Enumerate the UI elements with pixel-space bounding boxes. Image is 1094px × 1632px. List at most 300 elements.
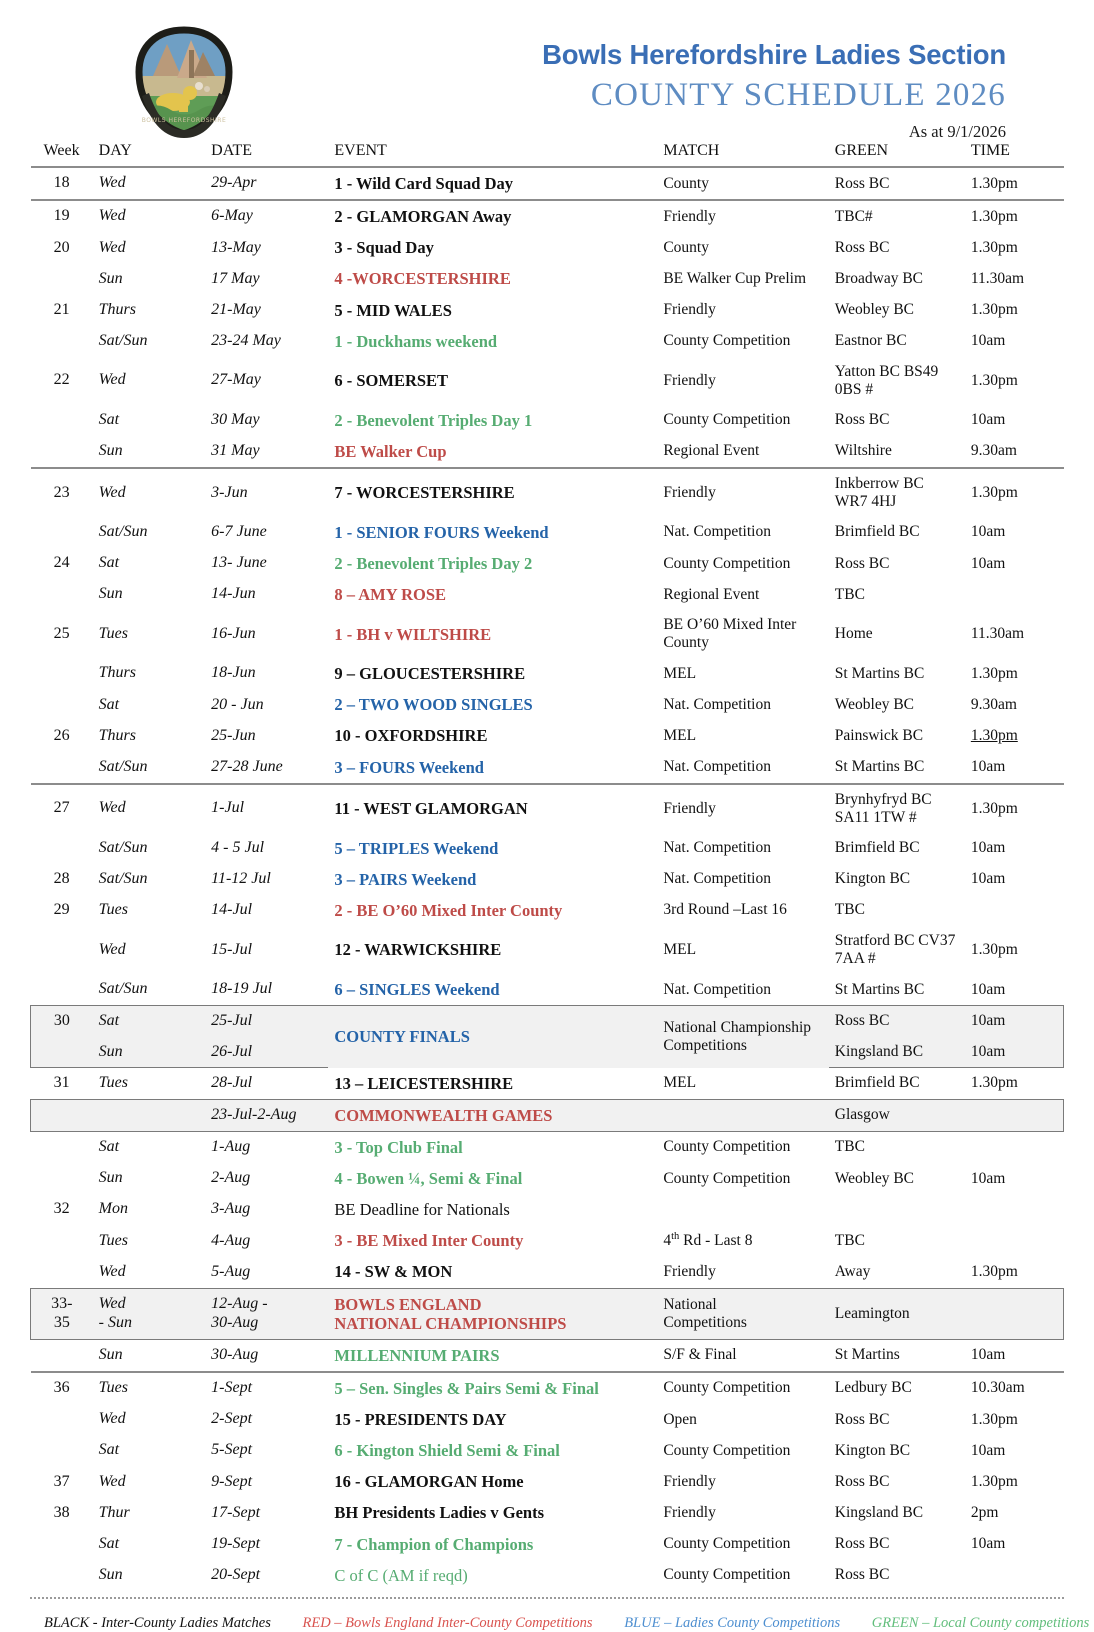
as-at-date: As at 9/1/2026	[908, 121, 1006, 141]
col-header-event: EVENT	[334, 142, 387, 159]
cell-week	[31, 689, 93, 720]
bowls-england-nationals-row	[31, 1288, 1064, 1339]
cell-day: Sat	[98, 1138, 120, 1156]
cell-green: Kington BC	[834, 870, 911, 888]
cell-date: 4-Aug	[211, 1231, 251, 1249]
cell-date: 1-Jul	[211, 799, 245, 817]
cell-date: 16-Jun	[211, 624, 256, 642]
cell-day: Thurs	[98, 300, 136, 318]
table-row	[31, 232, 1064, 263]
cell-event: 2 – TWO WOOD SINGLES	[334, 695, 533, 715]
cell-green: St Martins BC	[834, 664, 925, 682]
cell-match	[657, 1099, 828, 1131]
table-row	[31, 784, 1064, 833]
cell-date: 6-May	[211, 207, 253, 225]
legend-blue: BLUE – Ladies County Competitions	[624, 1614, 841, 1631]
cell-match: Friendly	[663, 1503, 716, 1521]
cell-event: 5 – TRIPLES Weekend	[334, 838, 499, 858]
cell-match: Nat. Competition	[657, 752, 828, 784]
cell-green: Brimfield BC	[834, 1074, 920, 1092]
legend-green: GREEN – Local County competitions	[871, 1614, 1090, 1631]
cell-day: Sun	[98, 269, 123, 287]
cell-green: Brynhyfryd BC SA11 1TW #	[834, 790, 932, 826]
cell-green: St Martins BC	[829, 752, 965, 784]
cell-event: BH Presidents Ladies v Gents	[334, 1503, 544, 1523]
cell-match: Friendly	[663, 1472, 716, 1490]
cell-date: 11-12 Jul	[211, 870, 271, 888]
cell-week	[31, 974, 93, 1006]
cell-time	[965, 1194, 1064, 1225]
cell-match: Nat. Competition	[663, 870, 771, 888]
cell-week: 37	[53, 1472, 70, 1490]
cell-green: St Martins	[829, 1339, 965, 1372]
table-row	[31, 1068, 1064, 1100]
cell-green: Ross BC	[834, 1472, 890, 1490]
cell-day: Sun	[98, 1169, 123, 1187]
cell-week: 27	[53, 799, 70, 817]
cell-event: 14 - SW & MON	[334, 1262, 453, 1282]
cell-match: Friendly	[663, 483, 716, 501]
table-row	[31, 1256, 1064, 1288]
cell-time: 1.30pm	[970, 1472, 1018, 1490]
cell-match: BE Walker Cup Prelim	[663, 269, 807, 287]
cell-green: Ross BC	[834, 1566, 890, 1584]
cell-day: Sun	[98, 1565, 123, 1583]
cell-time: 1.30pm	[970, 664, 1018, 682]
cell-event: 2 - Benevolent Triples Day 2	[334, 554, 533, 573]
cell-match: County Competition	[663, 1138, 791, 1156]
table-row	[31, 720, 1064, 751]
table-row	[31, 926, 1064, 974]
cell-match: County Competition	[663, 1535, 791, 1553]
page-subtitle: COUNTY SCHEDULE 2026	[590, 77, 1006, 114]
cell-green: Weobley BC	[834, 1169, 915, 1187]
table-row	[31, 263, 1064, 294]
cell-green: Eastnor BC	[834, 332, 907, 350]
cell-week	[31, 1225, 93, 1256]
cell-time: 10am	[965, 1006, 1064, 1037]
title-block	[400, 40, 1006, 142]
cell-day: Sat/Sun	[98, 980, 148, 998]
col-header-week: Week	[43, 142, 80, 159]
cell-green: Ross BC	[834, 238, 890, 256]
cell-event: 15 - PRESIDENTS DAY	[334, 1410, 507, 1430]
cell-event: 6 – SINGLES Weekend	[334, 979, 500, 999]
cell-time: 10.30am	[970, 1379, 1025, 1397]
cell-week	[31, 579, 93, 610]
cell-time: 9.30am	[965, 436, 1064, 468]
cell-match: MEL	[663, 1074, 697, 1092]
cell-match: County	[663, 238, 709, 256]
cell-day: Sun	[93, 436, 206, 468]
cell-day: Sat/Sun	[93, 752, 206, 784]
cell-date: 14-Jun	[211, 585, 256, 603]
cell-green: Painswick BC	[834, 727, 924, 745]
cell-date: 26-Jul	[205, 1037, 328, 1068]
cell-day: Sun	[93, 1339, 206, 1372]
table-row	[31, 579, 1064, 610]
table-row	[31, 1194, 1064, 1225]
cell-green: Stratford BC CV37 7AA #	[834, 932, 956, 967]
cell-time	[965, 895, 1064, 926]
cell-day: Tues	[98, 1074, 128, 1092]
col-header-day: DAY	[98, 142, 132, 159]
cell-time: 2pm	[970, 1503, 999, 1521]
cell-date: 21-May	[211, 300, 261, 318]
cell-date: 23-Jul-2-Aug	[205, 1099, 328, 1131]
cell-week	[31, 1131, 93, 1163]
svg-text:BOWLS HEREFORDSHIRE: BOWLS HEREFORDSHIRE	[141, 117, 227, 124]
cell-time: 10am	[970, 980, 1006, 998]
cell-time	[965, 1131, 1064, 1163]
table-row	[31, 1529, 1064, 1560]
cell-event: 11 - WEST GLAMORGAN	[334, 799, 528, 819]
cell-week: 29	[53, 901, 70, 919]
cell-event: 3 – FOURS Weekend	[328, 752, 657, 784]
cell-time: 1.30pm	[970, 301, 1018, 319]
cell-date: 5-Sept	[211, 1441, 253, 1459]
cell-green: Kingsland BC	[829, 1037, 965, 1068]
cell-week: 24	[53, 554, 70, 572]
cell-date: 1-Aug	[211, 1138, 251, 1156]
cell-week: 25	[53, 624, 70, 642]
cell-time: 9.30am	[970, 695, 1017, 713]
cell-green: Ledbury BC	[834, 1379, 912, 1397]
cell-event: COMMONWEALTH GAMES	[328, 1099, 657, 1131]
header-row	[31, 140, 1064, 167]
cell-match: MEL	[663, 664, 697, 682]
table-row	[31, 1466, 1064, 1497]
table-row	[31, 326, 1064, 357]
cell-event: 2 - GLAMORGAN Away	[334, 207, 512, 227]
col-header-date: DATE	[211, 142, 253, 159]
page-header	[0, 0, 1094, 140]
cell-week: 32	[53, 1200, 70, 1218]
table-row	[31, 1163, 1064, 1194]
cell-event: BE Deadline for Nationals	[334, 1200, 510, 1220]
cell-time: 10am	[965, 1339, 1064, 1372]
cell-match: County	[657, 167, 828, 200]
table-row	[31, 895, 1064, 926]
cell-week	[31, 1529, 93, 1560]
cell-event: MILLENNIUM PAIRS	[328, 1339, 657, 1372]
cell-week	[31, 1037, 93, 1068]
cell-week: 38	[53, 1503, 70, 1521]
cell-event: 3 - BE Mixed Inter County	[334, 1231, 524, 1251]
cell-date: 23-24 May	[211, 331, 281, 349]
cell-day: Sat	[98, 410, 120, 428]
cell-event: 1 - Wild Card Squad Day	[328, 167, 657, 200]
cell-day: Sat/Sun	[98, 331, 148, 349]
cell-match: S/F & Final	[657, 1339, 828, 1372]
cell-date: 28-Jul	[211, 1074, 253, 1092]
cell-match: County Competition	[663, 411, 791, 429]
cell-date: 1-Sept	[211, 1379, 253, 1397]
cell-week	[31, 1435, 93, 1466]
table-row	[31, 864, 1064, 895]
cell-event: 3 - Squad Day	[334, 238, 434, 258]
cell-event: 6 - Kington Shield Semi & Final	[334, 1441, 560, 1461]
cell-time: 1.30pm	[965, 167, 1064, 200]
cell-day: Wed	[98, 1472, 126, 1490]
table-row	[31, 689, 1064, 720]
cell-match: County Competition	[663, 1379, 791, 1397]
cell-green: Weobley BC	[834, 695, 915, 713]
cell-week: 30	[31, 1006, 93, 1037]
cell-green: Away	[834, 1262, 871, 1280]
cell-event: 16 - GLAMORGAN Home	[334, 1472, 524, 1492]
table-row	[31, 1560, 1064, 1591]
cell-day: Wed	[93, 167, 206, 200]
cell-time	[965, 1560, 1064, 1591]
cell-event: 13 – LEICESTERSHIRE	[334, 1073, 514, 1093]
table-row	[31, 1435, 1064, 1466]
cell-week	[31, 405, 93, 436]
cell-time: 1.30pm	[970, 207, 1018, 225]
cell-event: BE Walker Cup	[328, 436, 657, 468]
cell-event: 3 – PAIRS Weekend	[334, 869, 477, 889]
cell-time: 10am	[970, 1169, 1006, 1187]
table-row	[31, 1404, 1064, 1435]
table-row	[31, 436, 1064, 468]
cell-day: Wed	[98, 799, 126, 817]
cell-time: 1.30pm	[970, 1410, 1018, 1428]
cell-day: Wed	[98, 207, 126, 225]
cell-match: Friendly	[663, 1262, 716, 1280]
table-row	[31, 548, 1064, 579]
schedule-table	[30, 140, 1064, 1591]
table-row	[31, 295, 1064, 326]
cell-week: 33- 35	[31, 1288, 93, 1339]
cell-event: 7 - Champion of Champions	[334, 1534, 534, 1554]
cell-day: Tues	[98, 901, 128, 919]
table-row	[31, 200, 1064, 232]
cell-day: Sun	[93, 1037, 206, 1068]
cell-day: Sat	[98, 1441, 120, 1459]
cell-match: Friendly	[663, 799, 716, 817]
table-row	[31, 1372, 1064, 1404]
legend-red: RED – Bowls England Inter-County Competitions	[302, 1614, 593, 1631]
cell-time: 10am	[965, 752, 1064, 784]
cell-match: County Competition	[663, 1441, 791, 1459]
cell-week: 26	[53, 726, 70, 744]
cell-event: 5 – Sen. Singles & Pairs Semi & Final	[334, 1378, 599, 1398]
cell-green: Ross BC	[834, 1410, 890, 1428]
cell-green: Home	[834, 625, 873, 643]
cell-green: Inkberrow BC WR7 4HJ	[834, 474, 924, 510]
cell-event: C of C (AM if reqd)	[334, 1565, 468, 1585]
cell-week	[31, 517, 93, 548]
cell-event: 8 – AMY ROSE	[334, 585, 447, 605]
cell-day: Sat/Sun	[98, 870, 148, 888]
cell-match	[657, 1194, 828, 1225]
cell-week	[31, 926, 93, 974]
cell-time: 1.30pm	[970, 371, 1018, 389]
cell-event: 4 - Bowen ¼, Semi & Final	[334, 1169, 523, 1189]
cell-event: 2 - Benevolent Triples Day 1	[334, 410, 533, 430]
table-row	[31, 405, 1064, 436]
cell-match: 3rd Round –Last 16	[663, 901, 787, 919]
cell-green: Ross BC	[834, 411, 890, 429]
cell-week	[31, 1339, 93, 1372]
cell-match: Friendly	[663, 207, 716, 225]
table-row	[31, 517, 1064, 548]
cell-day: Sun	[98, 585, 123, 603]
cell-event: 6 - SOMERSET	[334, 371, 449, 391]
cell-green: Wiltshire	[829, 436, 965, 468]
cell-date: 18-Jun	[211, 664, 256, 682]
footer-divider	[30, 1597, 1064, 1599]
cell-time: 10am	[970, 554, 1006, 572]
cell-match: County Competition	[663, 1169, 791, 1187]
cell-date: 2-Aug	[211, 1169, 251, 1187]
cell-week: 23	[53, 483, 70, 501]
cell-event: 1 - SENIOR FOURS Weekend	[334, 522, 549, 542]
cell-date: 30-Aug	[205, 1339, 328, 1372]
cell-day: Tues	[98, 624, 128, 642]
cell-event: 7 - WORCESTERSHIRE	[334, 483, 515, 503]
cell-date: 3-Aug	[211, 1200, 251, 1218]
cell-date: 17-Sept	[211, 1503, 261, 1521]
cell-date: 27-28 June	[205, 752, 328, 784]
cell-event: 12 - WARWICKSHIRE	[334, 940, 502, 960]
cell-match: County Competition	[663, 554, 791, 572]
cell-week: 36	[53, 1379, 70, 1397]
cell-match: BE O’60 Mixed Inter County	[663, 616, 797, 652]
cell-day: Sat	[98, 554, 120, 572]
cell-day: Tues	[98, 1231, 128, 1249]
table-row	[31, 974, 1064, 1006]
cell-date: 2-Sept	[211, 1410, 253, 1428]
cell-time: 10am	[970, 523, 1006, 541]
cell-event: 9 – GLOUCESTERSHIRE	[334, 664, 526, 684]
cell-date: 30 May	[211, 410, 260, 428]
cell-week: 20	[53, 238, 70, 256]
cell-date: 19-Sept	[211, 1534, 261, 1552]
cell-green: Ross BC	[834, 554, 890, 572]
cell-green: Ross BC	[834, 1535, 890, 1553]
cell-day: Wed	[98, 940, 126, 958]
cell-week	[31, 1256, 93, 1288]
cell-time: 10am	[970, 332, 1006, 350]
cell-day: Wed	[98, 483, 126, 501]
table-row	[31, 468, 1064, 517]
cell-event: 3 - Top Club Final	[334, 1137, 463, 1157]
cell-match: 4th Rd - Last 8	[663, 1231, 753, 1250]
cell-match: Friendly	[663, 301, 716, 319]
cell-week	[31, 658, 93, 689]
cell-time: 10am	[970, 839, 1006, 857]
cell-event: 1 - Duckhams weekend	[334, 331, 498, 351]
cell-day: Sat/Sun	[98, 838, 148, 856]
cell-green: Leamington	[829, 1288, 965, 1339]
cell-green: Kington BC	[834, 1441, 911, 1459]
cell-time: 11.30am	[970, 625, 1025, 643]
cell-event: 2 - BE O’60 Mixed Inter County	[334, 900, 563, 920]
cell-date: 17 May	[211, 269, 260, 287]
table-row	[31, 1225, 1064, 1256]
table-row	[31, 167, 1064, 200]
cell-day: Tues	[98, 1379, 128, 1397]
cell-day: Wed	[98, 1410, 126, 1428]
cell-time: 1.30pm	[970, 799, 1018, 817]
cell-green: TBC	[834, 1138, 865, 1156]
cell-week: 28	[53, 870, 70, 888]
cell-date: 4 - 5 Jul	[211, 838, 265, 856]
cell-date: 20 - Jun	[211, 695, 264, 713]
cell-event: BOWLS ENGLAND NATIONAL CHAMPIONSHIPS	[328, 1288, 657, 1339]
cell-week	[31, 1163, 93, 1194]
county-finals-row-1	[31, 1006, 1064, 1037]
cell-date: 20-Sept	[211, 1565, 261, 1583]
table-header	[31, 140, 1064, 167]
cell-day: Thur	[98, 1503, 130, 1521]
cell-event: 1 - BH v WILTSHIRE	[334, 624, 492, 644]
cell-day: Sat	[98, 695, 120, 713]
cell-week: 21	[53, 300, 70, 318]
table-row	[31, 610, 1064, 658]
legend-black: BLACK - Inter-County Ladies Matches	[44, 1614, 271, 1631]
cell-week	[31, 752, 93, 784]
col-header-match: MATCH	[663, 142, 720, 159]
legend	[30, 1614, 1090, 1632]
cell-match: National Competitions	[657, 1288, 828, 1339]
cell-match: Regional Event	[663, 585, 760, 603]
cell-green: TBC	[834, 901, 865, 919]
cell-time: 1.30pm	[970, 238, 1018, 256]
cell-green: TBC#	[834, 207, 873, 225]
cell-match: Nat. Competition	[663, 980, 771, 998]
cell-date: 25-Jun	[211, 726, 256, 744]
cell-green: Kingsland BC	[834, 1503, 924, 1521]
col-header-time: TIME	[970, 142, 1010, 159]
cell-match: County Competition	[663, 1566, 791, 1584]
cell-green: Brimfield BC	[834, 839, 920, 857]
cell-match: Nat. Competition	[663, 695, 771, 713]
table-row	[31, 1131, 1064, 1163]
cell-date: 6-7 June	[211, 523, 267, 541]
cell-match: Nat. Competition	[663, 839, 771, 857]
cell-time: 1.30pm	[970, 727, 1018, 745]
cell-time: 1.30pm	[970, 483, 1018, 501]
cell-time: 11.30am	[970, 269, 1025, 287]
cell-time	[965, 1225, 1064, 1256]
cell-week: 19	[53, 207, 70, 225]
cell-date: 5-Aug	[211, 1262, 251, 1280]
cell-match-county-finals: National Championship Competitions	[657, 1006, 828, 1068]
cell-week	[31, 263, 93, 294]
table-row	[31, 357, 1064, 405]
cell-match: County Competition	[663, 332, 791, 350]
cell-time: 1.30pm	[970, 1262, 1018, 1280]
cell-event-county-finals: COUNTY FINALS	[328, 1006, 657, 1068]
cell-time: 10am	[970, 1535, 1006, 1553]
cell-time: 10am	[970, 411, 1006, 429]
cell-week	[31, 326, 93, 357]
cell-day: Wed - Sun	[93, 1288, 206, 1339]
cell-event: 4 -WORCESTERSHIRE	[334, 269, 511, 289]
cell-week	[31, 1560, 93, 1591]
table-row	[31, 1339, 1064, 1372]
table-body	[31, 167, 1064, 1591]
cell-time	[965, 1288, 1064, 1339]
cell-date: 27-May	[211, 371, 261, 389]
cell-date: 31 May	[205, 436, 328, 468]
cell-match: Regional Event	[657, 436, 828, 468]
cell-time: 1.30pm	[970, 940, 1018, 958]
cell-week	[31, 436, 93, 468]
page-title: Bowls Herefordshire Ladies Section	[542, 39, 1006, 70]
